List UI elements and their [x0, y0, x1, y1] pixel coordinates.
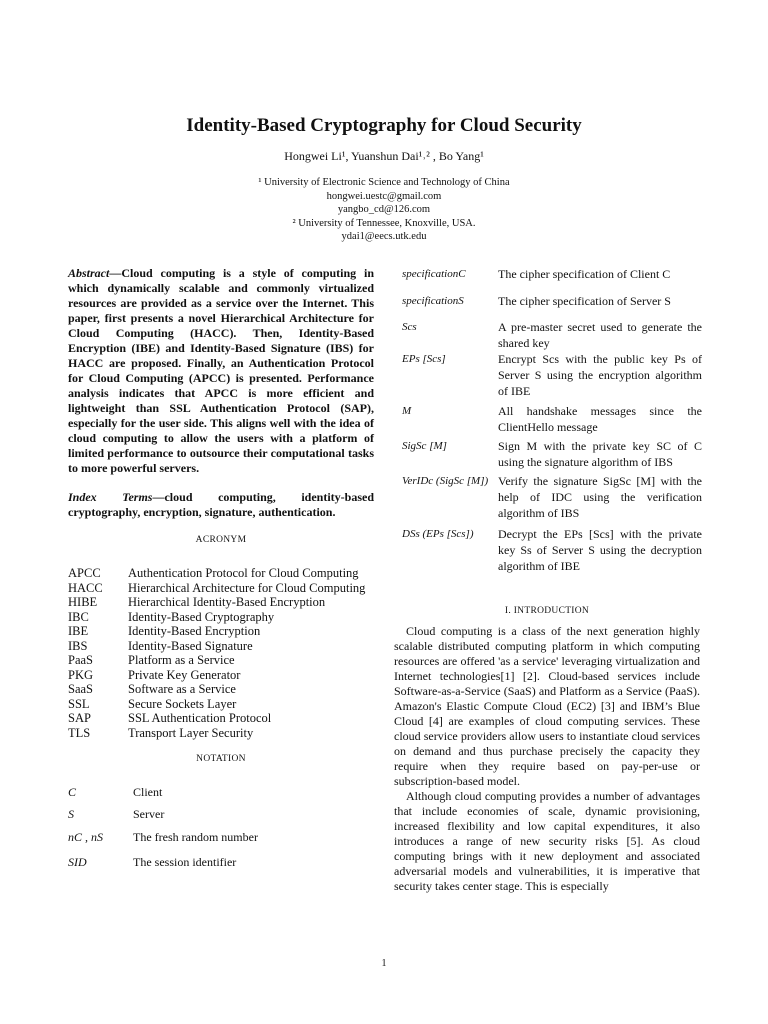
paragraph: Although cloud computing provides a number of advantages that include economies of scale, dynamic provisioning, increased flexibility and low capital expenditures, it also introduces a range of new security risks [5]. As cloud computing brings with it new deployment and associated adversarial models and vulnerabilities, it is imperative that security takes center stage. This is especially — [394, 789, 700, 893]
page-number: 1 — [381, 958, 387, 969]
email-line: hongwei.uestc@gmail.com — [326, 190, 442, 202]
abstract — [68, 266, 374, 476]
index-terms-label: Index Terms — [68, 490, 153, 504]
acronym-abbr: PaaS — [68, 653, 93, 667]
acronym-full: SSL Authentication Protocol — [128, 711, 272, 725]
introduction-body — [394, 624, 700, 894]
notation-desc: The fresh random number — [133, 830, 258, 844]
notation-symbol: SID — [68, 855, 87, 869]
acronym-abbr: IBC — [68, 609, 89, 624]
notation-desc: Sign M with the private key SC of C using the signature algorithm of IBS — [498, 439, 702, 469]
notation-desc: Verify the signature SigSc [M] with the help of IDC using the verification algorithm of IBS — [498, 474, 702, 520]
acronym-full: Platform as a Service — [128, 653, 235, 667]
notation-desc: The cipher specification of Server S — [498, 294, 671, 308]
acronym-full: Identity-Based Cryptography — [128, 609, 275, 624]
notation-symbol: VerIDc (SigSc [M]) — [402, 475, 489, 487]
notation-row — [402, 351, 702, 399]
notation-symbol: DSs (EPs [Scs]) — [402, 528, 474, 540]
acronym-full: Identity-Based Signature — [128, 638, 253, 653]
email-line: ydai1@eecs.utk.edu — [341, 231, 427, 242]
acronym-full: Identity-Based Encryption — [128, 624, 261, 638]
notation-desc: Server — [133, 807, 165, 821]
acronym-abbr: SSL — [68, 696, 90, 711]
notation-row — [402, 266, 702, 286]
affiliations — [0, 176, 768, 244]
acronym-abbr: PKG — [68, 667, 94, 682]
notation-row — [402, 319, 702, 351]
notation-symbol: SigSc [M] — [402, 440, 447, 452]
abstract-text: —Cloud computing is a style of computing in which dynamically scalable and commonly virtualized resources are provided as a service over the Internet. This paper, first presents a novel Hierarchical Architecture for Cloud Computing (HACC). Then, Identity-Based Encryption (IBE) and Identity-Based Signature (IBS) for HACC are proposed. Finally, an Authentication Protocol for Cloud Computing (APCC) is presented. Performance analysis indicates that APCC is more efficient and lightweight than SSL Authentication Protocol (SAP), especially for the user side. This aligns well with the idea of cloud computing to allow the users with a platform of limited performance to outsource their computational tasks to more powerful servers. — [68, 266, 374, 475]
affiliation-line: ¹ University of Electronic Science and Technology of China — [258, 177, 510, 188]
acronym-abbr: HIBE — [68, 595, 98, 609]
affiliation-line: ² University of Tennessee, Knoxville, USA. — [292, 217, 476, 229]
abstract-label: Abstract — [68, 266, 110, 280]
notation-symbol: M — [402, 405, 412, 417]
notation-symbol: specificationC — [402, 268, 466, 280]
acronym-abbr: IBE — [68, 624, 89, 638]
notation-symbol: nC , nS — [68, 830, 104, 844]
acronym-full: Secure Sockets Layer — [128, 696, 237, 711]
notation-desc: The cipher specification of Client C — [498, 267, 671, 281]
notation-desc: The session identifier — [133, 855, 237, 869]
notation-desc: All handshake messages since the ClientHello message — [498, 404, 702, 434]
email-line: yangbo_cd@126.com — [337, 204, 431, 215]
paragraph: Cloud computing is a class of the next generation highly scalable distributed computing platform in which computing resources are offered 'as a service' leveraging virtualization and Internet technologies[1] [2]. Cloud-based services include Software-as-a-Service (SaaS) and Platform as a Service (PaaS). Amazon's Elastic Compute Cloud (EC2) [3] and IBM’s Blue Cloud [4] are examples of cloud computing services. These cloud service providers allow users to instantiate cloud services on demand and thus purchase precisely the capacity they require when they require based on pay-per-use or subscription-based model. — [394, 624, 700, 788]
notation-row — [402, 526, 702, 576]
notation-row — [402, 473, 702, 521]
notation-row — [402, 403, 702, 435]
notation-desc: Client — [133, 785, 163, 799]
acronym-abbr: APCC — [68, 566, 101, 580]
acronym-full: Transport Layer Security — [128, 725, 254, 740]
section-heading-introduction: I. INTRODUCTION — [504, 606, 590, 616]
notation-symbol: S — [68, 807, 74, 821]
notation-row — [402, 438, 702, 470]
acronym-abbr: IBS — [68, 638, 88, 653]
author-list: Hongwei Li¹, Yuanshun Dai¹˒² , Bo Yang¹ — [284, 149, 484, 163]
acronym-abbr: HACC — [68, 580, 103, 595]
acronym-full: Hierarchical Identity-Based Encryption — [128, 595, 326, 609]
notation-heading: NOTATION — [196, 754, 246, 764]
acronym-full: Authentication Protocol for Cloud Computing — [128, 566, 359, 580]
acronym-abbr: SaaS — [68, 682, 93, 696]
acronym-heading: ACRONYM — [195, 535, 247, 545]
index-terms-text: —cloud computing, identity-based cryptography, encryption, signature, authentication. — [68, 490, 374, 519]
notation-symbol: specificationS — [402, 295, 464, 307]
notation-symbol: C — [68, 785, 77, 799]
acronym-abbr: TLS — [68, 725, 91, 740]
acronym-full: Hierarchical Architecture for Cloud Computing — [128, 580, 366, 595]
notation-desc: Encrypt Scs with the public key Ps of Server S using the encryption algorithm of IBE — [498, 352, 702, 398]
notation-symbol: Scs — [402, 321, 417, 333]
notation-desc: Decrypt the EPs [Scs] with the private key Ss of Server S using the decryption algorithm of IBE — [498, 527, 702, 573]
acronym-full: Private Key Generator — [128, 667, 241, 682]
notation-row — [402, 293, 702, 313]
acronym-abbr: SAP — [68, 711, 91, 725]
paper-title: Identity-Based Cryptography for Cloud Security — [186, 115, 582, 136]
index-terms — [68, 490, 374, 520]
acronym-full: Software as a Service — [128, 682, 236, 696]
notation-desc: A pre-master secret used to generate the shared key — [498, 320, 702, 350]
notation-symbol: EPs [Scs] — [402, 353, 446, 365]
